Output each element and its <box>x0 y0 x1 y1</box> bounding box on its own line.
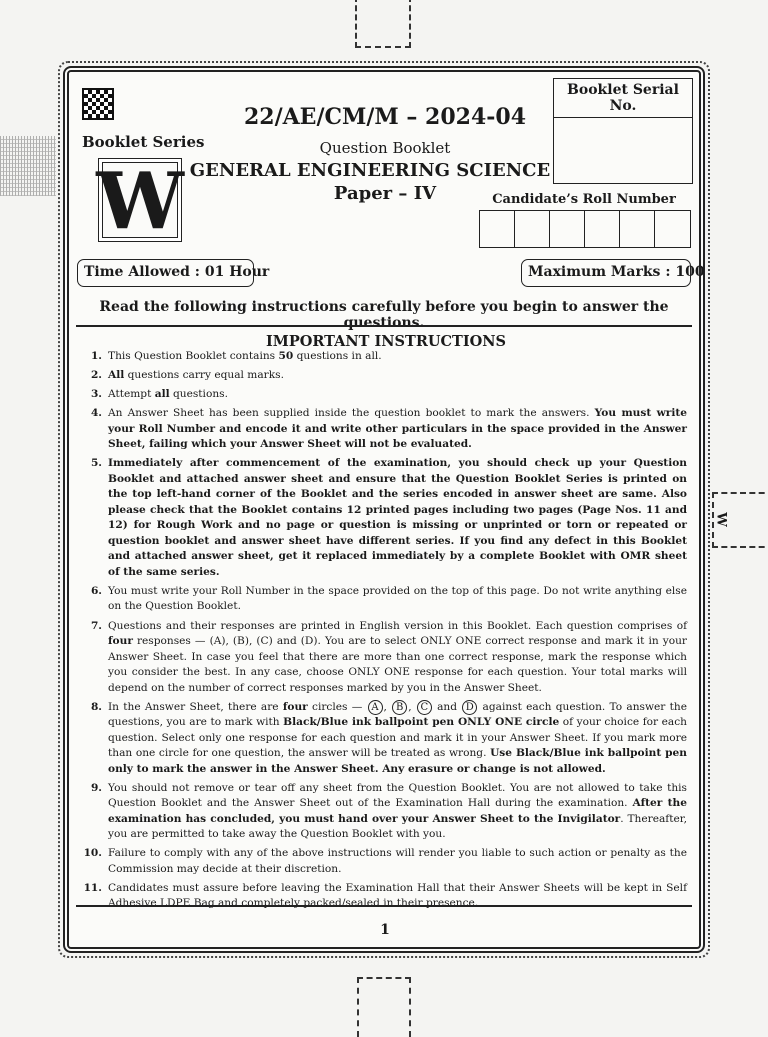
divider <box>76 905 692 907</box>
instruction-fragment: , <box>383 700 392 713</box>
instruction-text <box>108 781 687 843</box>
instruction-emphasis: four <box>108 635 133 648</box>
booklet-serial-box[interactable] <box>553 78 693 184</box>
instruction-item <box>83 368 687 384</box>
booklet-series-label: Booklet Series <box>82 133 205 151</box>
instruction-number: 11. <box>83 881 102 894</box>
exam-code: 22/AE/CM/M – 2024-04 <box>243 104 527 130</box>
instruction-item <box>83 584 687 615</box>
booklet-type: Question Booklet <box>319 139 451 157</box>
instruction-fragment: You should not remove or tear off any sheet from the Question Booklet. You are not allowed to take this Question Booklet and the Answer Sheet out of the Examination Hall during the examination. <box>108 781 687 810</box>
instruction-emphasis: After the examination has concluded, you must hand over your Answer Sheet to the Invigilator <box>108 797 687 825</box>
instruction-item <box>83 406 687 453</box>
instruction-item <box>83 387 687 403</box>
instruction-emphasis: four <box>282 700 308 713</box>
instruction-fragment: Candidates must assure before leaving the Examination Hall that their Answer Sheets will be kept in Self Adhesive LDPE Bag and completely packed/sealed in their presence. <box>108 881 687 910</box>
instruction-fragment: You must write your Roll Number in the space provided on the top of this page. Do not write anything else on the Question Booklet. <box>108 584 687 613</box>
instruction-emphasis: all <box>154 388 170 401</box>
barcode-icon <box>82 88 114 120</box>
answer-circle-icon: B <box>392 700 407 715</box>
roll-number-boxes <box>479 210 691 248</box>
paper-number: Paper – IV <box>333 183 437 204</box>
instruction-fragment: against each question. To answer the questions, you are to mark with <box>108 700 687 729</box>
roll-number-digit-box[interactable] <box>585 211 620 247</box>
read-instructions-note: Read the following instructions carefully before you begin to answer the questions. <box>99 299 669 331</box>
instruction-text <box>108 700 687 778</box>
instruction-item <box>83 349 687 365</box>
instruction-fragment: and <box>432 700 462 713</box>
instructions-list <box>83 349 687 916</box>
instruction-item <box>83 619 687 697</box>
roll-number-digit-box[interactable] <box>655 211 690 247</box>
instruction-emphasis: Immediately after commencement of the examination, you should check up your Question Booklet and attached answer sheet and ensure that the Question Booklet Series is printed on the top left-hand corner of the Booklet and the series encoded in answer sheet are same. Also please check that the Booklet contains 12 printed pages including two pages (Page Nos. 11 and 12) for Rough Work and no page or question is missing or unprinted or torn or repeated or question booklet and answer sheet have different series. If you find any defect in this Booklet and attached answer sheet, get it replaced immediately by a complete Booklet with OMR sheet of the same series. <box>108 457 687 578</box>
instruction-fragment: responses — (A), (B), (C) and (D). You are to select ONLY ONE correct response and mark it in your Answer Sheet. In case you feel that there are more than one correct response, mark the response which you consider the best. In any case, choose ONLY ONE response for each question. Your total marks will depend on the number of correct responses marked by you in the Answer Sheet. <box>108 635 687 694</box>
answer-circle-icon: D <box>462 700 477 715</box>
instruction-emphasis: All <box>108 369 125 382</box>
answer-circle-icon: A <box>368 700 383 715</box>
booklet-serial-label: Booklet Serial No. <box>554 79 692 118</box>
page-number: 1 <box>380 922 390 938</box>
instruction-fragment: An Answer Sheet has been supplied inside the question booklet to mark the answers. <box>108 407 595 420</box>
tear-off-tab-top <box>355 0 411 48</box>
instruction-number: 5. <box>90 457 102 470</box>
instruction-fragment: circles — <box>307 700 367 713</box>
roll-number-digit-box[interactable] <box>550 211 585 247</box>
instruction-fragment: . Thereafter, you are permitted to take away the Question Booklet with you. <box>108 812 688 841</box>
instruction-fragment: Attempt <box>108 388 155 401</box>
instruction-item <box>83 456 687 580</box>
instruction-text <box>108 456 687 580</box>
instruction-fragment: Questions and their responses are printed in English version in this Booklet. Each question comprises of <box>108 619 687 632</box>
side-tab-series-letter: W <box>713 512 729 527</box>
instruction-item <box>83 846 687 877</box>
instruction-emphasis: You must write your Roll Number and encode it and write other particulars in the space provided in the Answer Sheet, failing which your Answer Sheet will not be evaluated. <box>108 407 688 451</box>
scan-noise-pattern <box>0 136 56 196</box>
instruction-number: 3. <box>90 388 102 401</box>
instruction-emphasis: Use Black/Blue ink ballpoint pen only to mark the answer in the Answer Sheet. Any erasure or change is not allowed. <box>108 747 687 775</box>
subject-title: GENERAL ENGINEERING SCIENCE <box>189 160 551 181</box>
instruction-text <box>108 881 687 912</box>
instruction-fragment: In the Answer Sheet, there are <box>108 700 283 713</box>
roll-number-digit-box[interactable] <box>620 211 655 247</box>
instruction-emphasis: 50 <box>278 350 294 362</box>
maximum-marks-badge: Maximum Marks : 100 <box>521 259 691 287</box>
instruction-fragment: Failure to comply with any of the above instructions will render you liable to such action or penalty as the Commission may decide at their discretion. <box>108 847 687 875</box>
instruction-number: 2. <box>90 369 102 382</box>
booklet-series-letter: W <box>96 156 184 247</box>
roll-number-label: Candidate’s Roll Number <box>492 192 676 207</box>
roll-number-digit-box[interactable] <box>515 211 550 247</box>
booklet-series-box <box>96 156 184 247</box>
instruction-text <box>108 406 687 453</box>
roll-number-digit-box[interactable] <box>480 211 515 247</box>
instructions-heading: IMPORTANT INSTRUCTIONS <box>266 333 506 350</box>
instruction-item <box>83 700 687 778</box>
instruction-number: 7. <box>90 619 102 632</box>
instruction-fragment: of your choice for each question. Select only one response for each question and mark it in your Answer Sheet. If you mark more than one circle for one question, the answer will be treated as wrong. <box>108 716 687 760</box>
instruction-number: 4. <box>90 407 102 420</box>
instruction-text <box>108 619 687 697</box>
instruction-number: 10. <box>83 847 102 860</box>
instruction-item <box>83 781 687 843</box>
instruction-number: 9. <box>90 781 102 794</box>
instruction-number: 8. <box>90 700 102 713</box>
instruction-fragment: questions. <box>169 388 228 401</box>
instruction-fragment: questions carry equal marks. <box>124 369 284 382</box>
instruction-emphasis: Black/Blue ink ballpoint pen ONLY ONE circle <box>283 716 560 729</box>
instruction-fragment: questions in all. <box>293 350 382 362</box>
instruction-item <box>83 881 687 912</box>
instruction-text <box>108 584 687 615</box>
answer-circle-icon: C <box>417 700 432 715</box>
divider <box>76 325 692 327</box>
instruction-fragment: This Question Booklet contains <box>108 350 279 362</box>
instruction-number: 1. <box>90 350 102 362</box>
instruction-fragment: , <box>408 700 416 713</box>
instruction-text <box>108 846 687 877</box>
instruction-text <box>108 368 687 384</box>
time-allowed-badge: Time Allowed : 01 Hour <box>77 259 254 287</box>
tear-off-tab-bottom <box>357 977 411 1037</box>
instruction-text <box>108 387 687 403</box>
instruction-number: 6. <box>90 584 102 597</box>
instruction-text <box>108 349 687 365</box>
